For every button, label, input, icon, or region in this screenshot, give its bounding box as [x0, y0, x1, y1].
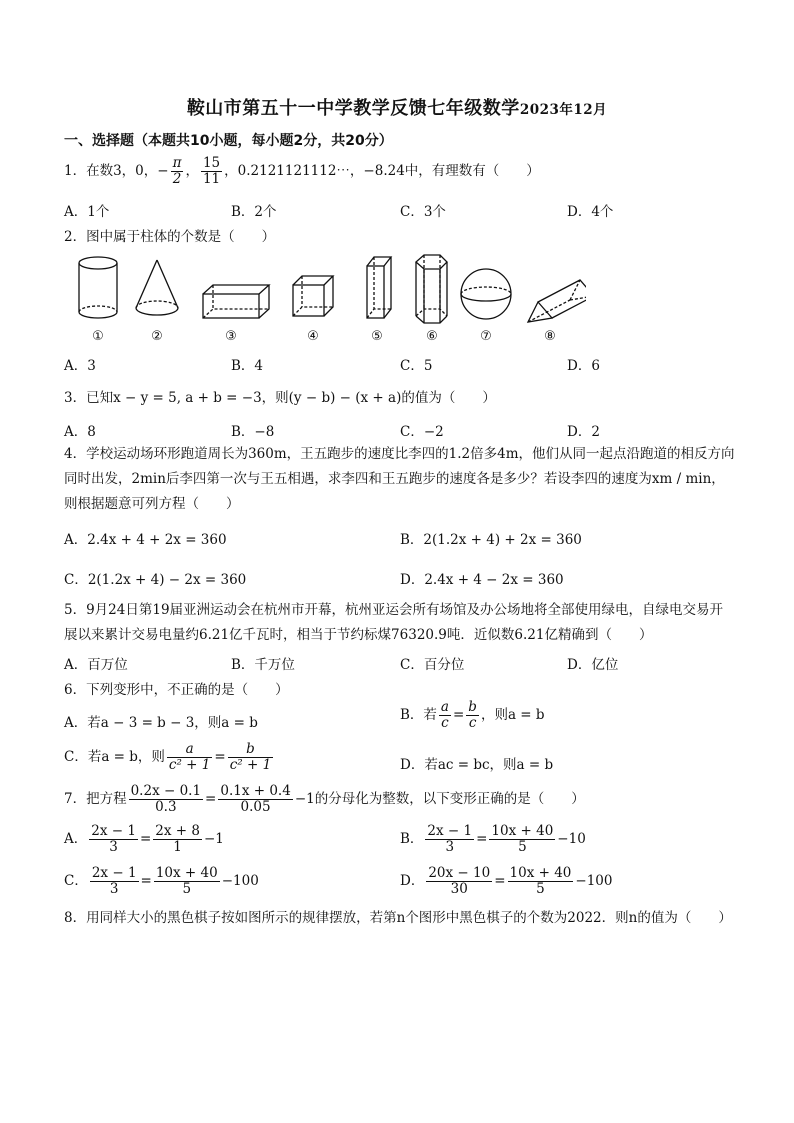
- q5-option-d: D．亿位: [567, 657, 619, 673]
- tall-prism-icon: [367, 257, 391, 318]
- figure-label-6: ⑥: [426, 329, 438, 344]
- cone-icon: [136, 260, 178, 315]
- q2-option-b: B．4: [231, 358, 264, 374]
- question-3: 3．已知x − y = 5, a + b = −3，则(y − b) − (x + a)的值为（ ）: [64, 390, 496, 406]
- figure-label-5: ⑤: [371, 329, 383, 344]
- solid-figures: [66, 252, 586, 344]
- q6-option-c: C．若a = b，则 $\frac{a}{\text{c² + 1}}$ = $\frac{b}{\text{c² + 1}}$: [64, 741, 272, 773]
- figure-label-3: ③: [225, 329, 237, 344]
- question-4: 4．学校运动场环形跑道周长为360m，王五跑步的速度比李四的1.2倍多4m，他们从同一起点沿跑道的相反方向同时出发，2min后李四第一次与王五相遇，求李四和王五跑步的速度各是多少？若设李四的速度为xm / min，则根据题意可列方程（ ）: [64, 446, 735, 512]
- page-title: 鞍山市第五十一中学教学反馈七年级数学2023年12月: [186, 98, 608, 119]
- q2-option-d: D．6: [567, 358, 600, 374]
- q4-option-b: B．2(1.2x + 4) + 2x = 360: [400, 532, 582, 548]
- fraction-pi-over-2: $\frac{\pi}{2}$: [172, 155, 182, 187]
- q6-option-d: D．若ac = bc，则a = b: [400, 757, 554, 773]
- q1-option-d: D．4个: [567, 204, 614, 220]
- q3-option-b: B．−8: [231, 424, 275, 440]
- hexagonal-prism-icon: [416, 255, 447, 323]
- cuboid-icon: [203, 285, 269, 318]
- figure-label-4: ④: [307, 329, 319, 344]
- figure-label-2: ②: [151, 329, 163, 344]
- sphere-icon: [461, 269, 511, 319]
- q7-option-d: D． $\frac{20x - 10}{30}$ = $\frac{10x + 40}{5}$ −100: [400, 865, 613, 897]
- q6-option-a: A．若a − 3 = b − 3，则a = b: [64, 715, 258, 731]
- q1-option-a: A．1个: [64, 204, 110, 220]
- figure-label-1: ①: [92, 329, 104, 344]
- q3-option-c: C．−2: [400, 424, 444, 440]
- q2-option-c: C．5: [400, 358, 433, 374]
- title-date: 2023年12月: [519, 102, 608, 118]
- section-heading: 一、选择题（本题共10小题，每小题2分，共20分）: [64, 133, 393, 149]
- question-7: 7．把方程 $\frac{0.2x - 0.1}{0.3}$ = $\frac{0.1x + 0.4}{0.05}$ −1的分母化为整数，以下变形正确的是（ ）: [64, 783, 585, 815]
- q7-option-b: B． $\frac{2x - 1}{3}$ = $\frac{10x + 40}{5}$ −10: [400, 823, 586, 855]
- q7-option-c: C． $\frac{2x - 1}{3}$ = $\frac{10x + 40}{5}$ −100: [64, 865, 259, 897]
- q7-option-a: A． $\frac{2x - 1}{3}$ = $\frac{2x + 8}{1}$ −1: [64, 823, 224, 855]
- figure-label-7: ⑦: [480, 329, 492, 344]
- cylinder-icon: [79, 257, 117, 318]
- q5-option-c: C．百分位: [400, 657, 465, 673]
- q3-option-d: D．2: [567, 424, 600, 440]
- q6-option-b: B．若 $\frac{a}{c}$ = $\frac{b}{c}$ ，则a = b: [400, 699, 545, 731]
- cube-icon: [293, 276, 333, 316]
- q1-option-b: B．2个: [231, 204, 277, 220]
- question-6: 6．下列变形中，不正确的是（ ）: [64, 682, 289, 698]
- figure-label-8: ⑧: [544, 329, 556, 344]
- q5-option-a: A．百万位: [64, 657, 128, 673]
- fraction-15-over-11: $\frac{15}{11}$: [202, 155, 221, 187]
- question-1: 1．在数3，0，− $\frac{\pi}{2}$ ， $\frac{15}{11}$ ，0.2121121112⋯，−8.24中，有理数有（ ）: [64, 155, 540, 187]
- q2-option-a: A．3: [64, 358, 96, 374]
- q4-option-c: C．2(1.2x + 4) − 2x = 360: [64, 572, 247, 588]
- triangular-prism-icon: [528, 280, 586, 322]
- question-2: 2．图中属于柱体的个数是（ ）: [64, 229, 276, 245]
- question-5: 5．9月24日第19届亚洲运动会在杭州市开幕，杭州亚运会所有场馆及办公场地将全部使用绿电，自绿电交易开展以来累计交易电量约6.21亿千瓦时，相当于节约标煤76320.9吨．近似数6.21亿精确到（ ）: [64, 602, 724, 643]
- q1-option-c: C．3个: [400, 204, 446, 220]
- q5-option-b: B．千万位: [231, 657, 295, 673]
- q3-option-a: A．8: [64, 424, 96, 440]
- question-8: 8．用同样大小的黑色棋子按如图所示的规律摆放，若第n个图形中黑色棋子的个数为2022．则n的值为（ ）: [64, 910, 732, 926]
- q4-option-a: A．2.4x + 4 + 2x = 360: [64, 532, 227, 548]
- q4-option-d: D．2.4x + 4 − 2x = 360: [400, 572, 564, 588]
